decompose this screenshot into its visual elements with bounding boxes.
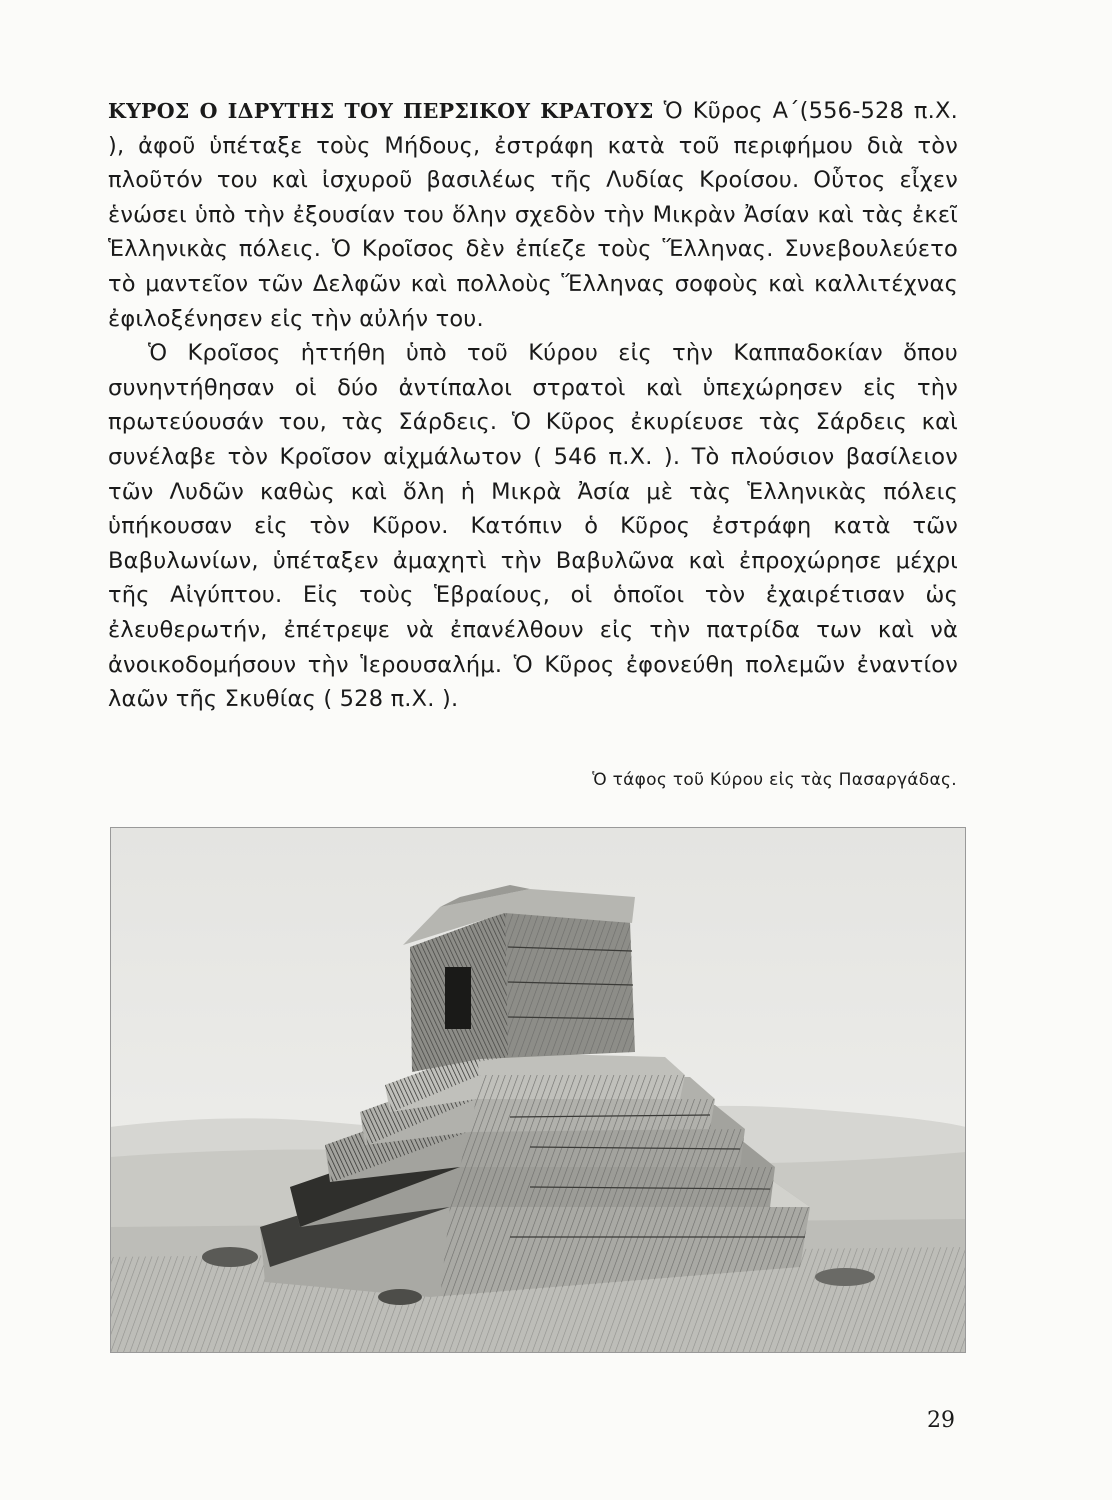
paragraph-1 [108,94,958,336]
tomb-engraving-icon [110,827,966,1353]
tomb-engraving-image [110,827,966,1353]
section-heading: ΚΥΡΟΣ Ο ΙΔΡΥΤΗΣ ΤΟΥ ΠΕΡΣΙΚΟΥ ΚΡΑΤΟΥΣ [108,99,654,123]
paragraph-1-text: Ὁ Κῦρος Α΄(556-528 π.Χ. ), ἀφοῦ ὑπέταξε τοὺς Μήδους, ἐστράφη κατὰ τοῦ περιφήμου διὰ τὸν πλοῦτόν του καὶ ἰσχυροῦ βασιλέως τῆς Λυδίας Κροίσου. Οὗτος εἶχεν ἑνώσει ὑπὸ τὴν ἐξουσίαν του ὅλην σχεδὸν τὴν Μικρὰν Ἀσίαν καὶ τὰς ἐκεῖ Ἑλληνικὰς πόλεις. Ὁ Κροῖσος δὲν ἐπίεζε τοὺς Ἕλληνας. Συνεβουλεύετο τὸ μαντεῖον τῶν Δελφῶν καὶ πολλοὺς Ἕλληνας σοφοὺς καὶ καλλιτέχνας ἐφιλοξένησεν εἰς τὴν αὐλήν του. [108,98,958,332]
main-text [108,94,958,717]
page-number: 29 [927,1408,955,1433]
paragraph-2: Ὁ Κροῖσος ἡττήθη ὑπὸ τοῦ Κύρου εἰς τὴν Καππαδοκίαν ὅπου συνηντήθησαν οἱ δύο ἀντίπαλοι στρατοὶ καὶ ὑπεχώρησεν εἰς τὴν πρωτεύουσάν του, τὰς Σάρδεις. Ὁ Κῦρος ἐκυρίευσε τὰς Σάρδεις καὶ συνέλαβε τὸν Κροῖσον αἰχμάλωτον ( 546 π.Χ. ). Τὸ πλούσιον βασίλειον τῶν Λυδῶν καθὼς καὶ ὅλη ἡ Μικρὰ Ἀσία μὲ τὰς Ἑλληνικὰς πόλεις ὑπήκουσαν εἰς τὸν Κῦρον. Κατόπιν ὁ Κῦρος ἐστράφη κατὰ τῶν Βαβυλωνίων, ὑπέταξεν ἀμαχητὶ τὴν Βαβυλῶνα καὶ ἐπροχώρησε μέχρι τῆς Αἰγύπτου. Εἰς τοὺς Ἑβραίους, οἱ ὁποῖοι τὸν ἐχαιρέτισαν ὡς ἐλευθερωτήν, ἐπέτρεψε νὰ ἐπανέλθουν εἰς τὴν πατρίδα των καὶ νὰ ἀνοικοδομήσουν τὴν Ἱερουσαλήμ. Ὁ Κῦρος ἐφονεύθη πολεμῶν ἐναντίον λαῶν τῆς Σκυθίας ( 528 π.Χ. ). [108,340,958,713]
figure-caption: Ὁ τάφος τοῦ Κύρου εἰς τὰς Πασαργάδας. [592,770,957,790]
